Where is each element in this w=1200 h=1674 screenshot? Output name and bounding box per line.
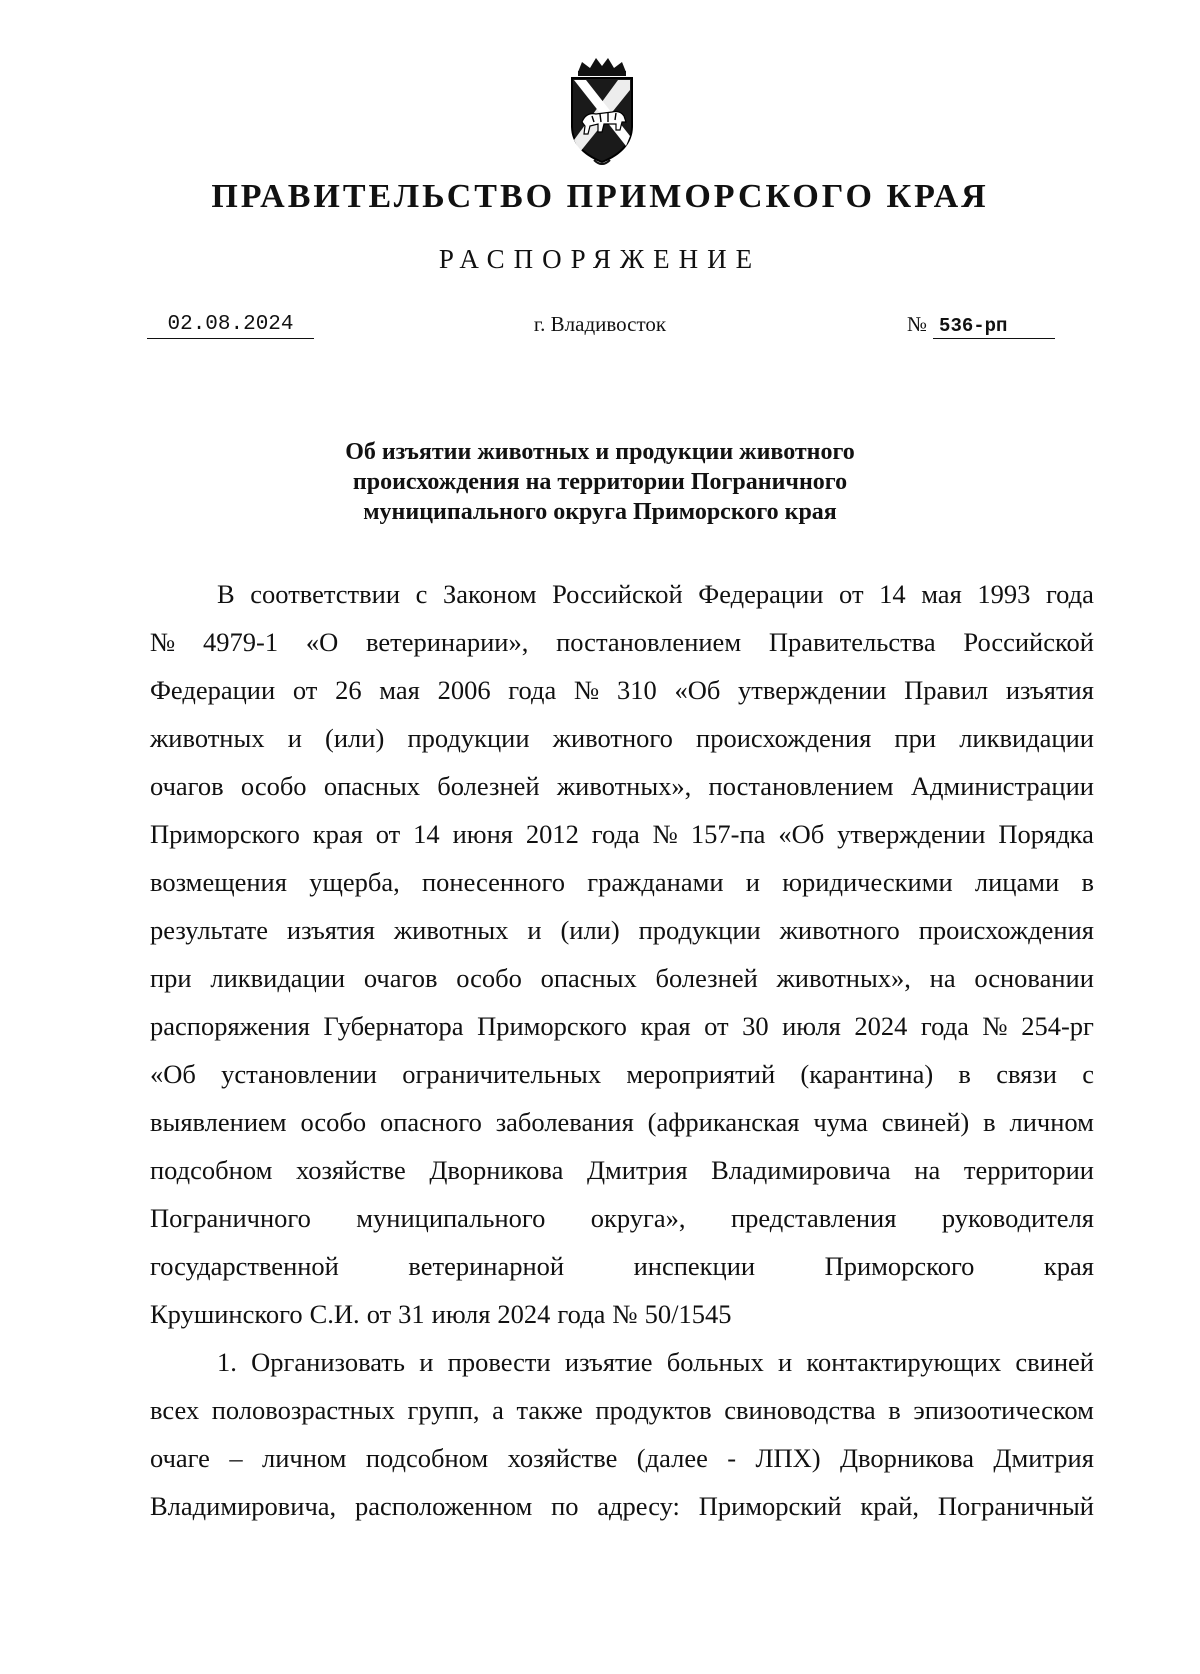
word: расположенном — [354, 1491, 533, 1521]
word: мая — [921, 579, 962, 609]
word: и — [527, 915, 542, 945]
word: особо — [456, 963, 522, 993]
word: 50/1545 — [644, 1299, 732, 1329]
word: хозяйстве — [507, 1443, 618, 1473]
word: 2012 — [525, 819, 579, 849]
word: продуктов — [595, 1395, 712, 1425]
word: очагов — [150, 771, 224, 801]
word: ликвидации — [959, 723, 1094, 753]
word: постановлением — [556, 627, 742, 657]
word: июля — [782, 1011, 841, 1041]
word: (карантина) — [800, 1059, 934, 1089]
word: больных — [666, 1347, 764, 1377]
text-line — [150, 618, 1094, 666]
word: групп, — [407, 1395, 480, 1425]
word: хозяйстве — [295, 1155, 406, 1185]
word: 30 — [742, 1011, 769, 1041]
text-line — [150, 1002, 1094, 1050]
word: в — [888, 1395, 901, 1425]
word: подсобном — [365, 1443, 489, 1473]
word: (далее — [636, 1443, 708, 1473]
word: Пограничного — [150, 1203, 311, 1233]
word: 26 — [335, 675, 362, 705]
word: края — [640, 1011, 691, 1041]
word: Порядка — [998, 819, 1094, 849]
word: на — [929, 963, 956, 993]
document-type: РАСПОРЯЖЕНИЕ — [438, 244, 762, 274]
title-line: Об изъятии животных и продукции животного — [345, 439, 855, 465]
title-line: происхождения на территории Пограничного — [352, 469, 848, 495]
word: Российской — [963, 627, 1094, 657]
word: особо — [240, 771, 307, 801]
word: от — [375, 819, 401, 849]
document-title — [230, 437, 970, 527]
word: ЛПХ) — [755, 1443, 821, 1473]
word: года — [591, 819, 640, 849]
word: на — [914, 1155, 941, 1185]
word: свиней — [1015, 1347, 1094, 1377]
word: соответствии — [250, 579, 401, 609]
text-line — [150, 858, 1094, 906]
word: 14 — [413, 819, 440, 849]
word: опасных — [323, 771, 421, 801]
title-line: муниципального округа Приморского края — [363, 499, 837, 525]
word: животных — [393, 915, 509, 945]
word: край, — [860, 1491, 920, 1521]
word: в — [958, 1059, 971, 1089]
word: В — [217, 579, 235, 609]
word: происхождения — [696, 723, 872, 753]
word: руководителя — [941, 1203, 1094, 1233]
word: личном — [262, 1443, 347, 1473]
word: ограничительных — [402, 1059, 602, 1089]
word: 14 — [879, 579, 906, 609]
paragraph — [150, 1338, 1094, 1530]
word: № — [573, 675, 600, 705]
word: и — [745, 867, 760, 897]
word: Дворникова — [429, 1155, 564, 1185]
text-line — [150, 1194, 1094, 1242]
word: Приморского — [477, 1011, 627, 1041]
word: контактирующих — [806, 1347, 1002, 1377]
word: Федерации — [150, 675, 276, 705]
text-line — [150, 570, 1094, 618]
word: Крушинского — [150, 1299, 303, 1329]
word: 310 — [616, 675, 657, 705]
text-line — [150, 762, 1094, 810]
word: Приморский — [698, 1491, 842, 1521]
word: от — [839, 579, 864, 609]
word: от — [704, 1011, 729, 1041]
number-label: № — [907, 312, 928, 336]
word: продукции — [638, 915, 761, 945]
word: болезней — [655, 963, 758, 993]
document-number-field — [907, 311, 1055, 339]
word: изъятие — [564, 1347, 653, 1377]
word: 31 — [398, 1299, 425, 1329]
word: Администрации — [910, 771, 1094, 801]
word: и — [287, 723, 302, 753]
word: животных — [150, 723, 265, 753]
word: № — [982, 1011, 1008, 1041]
word: представления — [730, 1203, 897, 1233]
word: изъятия — [286, 915, 375, 945]
word: края — [312, 819, 363, 849]
word: мая — [379, 675, 420, 705]
word: Приморского — [150, 819, 300, 849]
word: в — [1081, 867, 1094, 897]
text-line — [150, 1482, 1094, 1530]
text-line — [150, 954, 1094, 1002]
word: (африканская — [647, 1107, 800, 1137]
word: при — [150, 963, 192, 993]
word: 157-па — [690, 819, 766, 849]
text-line — [150, 666, 1094, 714]
word: эпизоотическом — [913, 1395, 1094, 1425]
word: «Об — [778, 819, 825, 849]
word: животного — [552, 723, 673, 753]
word: года — [508, 675, 557, 705]
word: «Об — [674, 675, 721, 705]
word: 254-рг — [1021, 1011, 1094, 1041]
word: связи — [996, 1059, 1057, 1089]
document-city: г. Владивосток — [533, 312, 667, 336]
word: ущерба, — [309, 867, 400, 897]
word: округа», — [590, 1203, 686, 1233]
word: установлении — [221, 1059, 377, 1089]
document-body — [150, 570, 1094, 1530]
word: постановлением — [708, 771, 894, 801]
word: выявлением — [150, 1107, 287, 1137]
word: Организовать — [251, 1347, 405, 1377]
word: мероприятий — [626, 1059, 776, 1089]
word: 2024 — [497, 1299, 551, 1329]
word: особо — [300, 1107, 367, 1137]
word: Правил — [904, 675, 989, 705]
word: утверждении — [837, 819, 986, 849]
word: 1993 — [977, 579, 1031, 609]
word: № — [150, 627, 176, 657]
word: провести — [447, 1347, 551, 1377]
word: основании — [974, 963, 1094, 993]
word: Законом — [442, 579, 537, 609]
word: возмещения — [150, 867, 287, 897]
word: понесенного — [421, 867, 565, 897]
word: Пограничный — [937, 1491, 1094, 1521]
word: инспекции — [633, 1251, 756, 1281]
word: июля — [431, 1299, 491, 1329]
word: Правительства — [768, 627, 936, 657]
word: очаге — [150, 1443, 210, 1473]
document-date: 02.08.2024 — [147, 313, 314, 339]
text-line — [150, 906, 1094, 954]
word: и — [777, 1347, 793, 1377]
word: изъятия — [1005, 675, 1094, 705]
word: ветеринарной — [408, 1251, 565, 1281]
word: а — [492, 1395, 504, 1425]
word: государственной — [150, 1251, 339, 1281]
word: половозрастных — [211, 1395, 395, 1425]
word: «Об — [150, 1059, 196, 1089]
word: года — [1045, 579, 1094, 609]
text-line — [150, 810, 1094, 858]
word: гражданами — [587, 867, 724, 897]
word: чума — [813, 1107, 868, 1137]
word: Губернатора — [323, 1011, 464, 1041]
word: 4979-1 — [203, 627, 279, 657]
word: в — [983, 1107, 996, 1137]
word: при — [894, 723, 937, 753]
text-line — [150, 1386, 1094, 1434]
word: и — [419, 1347, 434, 1377]
word: свиноводства — [724, 1395, 876, 1425]
word: - — [727, 1443, 737, 1473]
word: муниципального — [356, 1203, 546, 1233]
word: № — [652, 819, 678, 849]
word: «О — [305, 627, 339, 657]
word: также — [516, 1395, 583, 1425]
word: юридическими — [782, 867, 953, 897]
word: распоряжения — [150, 1011, 310, 1041]
word: ветеринарии», — [366, 627, 529, 657]
word: Федерации — [698, 579, 824, 609]
text-line — [150, 1338, 1094, 1386]
document-number: 536-рп — [933, 314, 1055, 339]
word: 2024 — [854, 1011, 908, 1041]
word: С.И. — [309, 1299, 360, 1329]
word: адресу: — [597, 1491, 680, 1521]
word: личном — [1009, 1107, 1094, 1137]
word: с — [415, 579, 428, 609]
word: Владимировича, — [150, 1491, 337, 1521]
word: от — [292, 675, 318, 705]
text-line — [150, 1050, 1094, 1098]
paragraph — [150, 570, 1094, 1338]
word: ликвидации — [210, 963, 346, 993]
text-line — [150, 714, 1094, 762]
word: продукции — [407, 723, 530, 753]
word: свиней) — [881, 1107, 970, 1137]
word: болезней — [437, 771, 540, 801]
word: Дворникова — [839, 1443, 974, 1473]
word: № — [612, 1299, 638, 1329]
word: утверждении — [738, 675, 887, 705]
word: подсобном — [150, 1155, 273, 1185]
word: края — [1043, 1251, 1094, 1281]
word: Владимировича — [711, 1155, 891, 1185]
word: Дмитрия — [586, 1155, 688, 1185]
word: Приморского — [824, 1251, 975, 1281]
text-line — [150, 1242, 1094, 1290]
word: опасного — [379, 1107, 482, 1137]
text-line — [150, 1290, 1094, 1338]
word: – — [229, 1443, 243, 1473]
coat-of-arms-icon — [566, 56, 638, 168]
word: июня — [452, 819, 513, 849]
word: года — [557, 1299, 606, 1329]
word: лицами — [974, 867, 1060, 897]
word: результате — [150, 915, 268, 945]
organization-name: ПРАВИТЕЛЬСТВО ПРИМОРСКОГО КРАЯ — [211, 178, 989, 215]
word: Российской — [552, 579, 683, 609]
word: опасных — [540, 963, 637, 993]
word: территории — [963, 1155, 1094, 1185]
word: всех — [150, 1395, 200, 1425]
word: 2006 — [437, 675, 491, 705]
word: (или) — [560, 915, 620, 945]
word: 1. — [217, 1347, 237, 1377]
word: с — [1082, 1059, 1094, 1089]
word: Дмитрия — [993, 1443, 1094, 1473]
word: года — [920, 1011, 969, 1041]
word: животного — [779, 915, 900, 945]
word: (или) — [325, 723, 385, 753]
word: по — [551, 1491, 579, 1521]
word: происхождения — [918, 915, 1094, 945]
word: очагов — [363, 963, 438, 993]
word: заболевания — [495, 1107, 634, 1137]
word: животных», — [556, 771, 692, 801]
word: животных», — [776, 963, 911, 993]
word: от — [366, 1299, 392, 1329]
text-line — [150, 1146, 1094, 1194]
text-line — [150, 1434, 1094, 1482]
text-line — [150, 1098, 1094, 1146]
